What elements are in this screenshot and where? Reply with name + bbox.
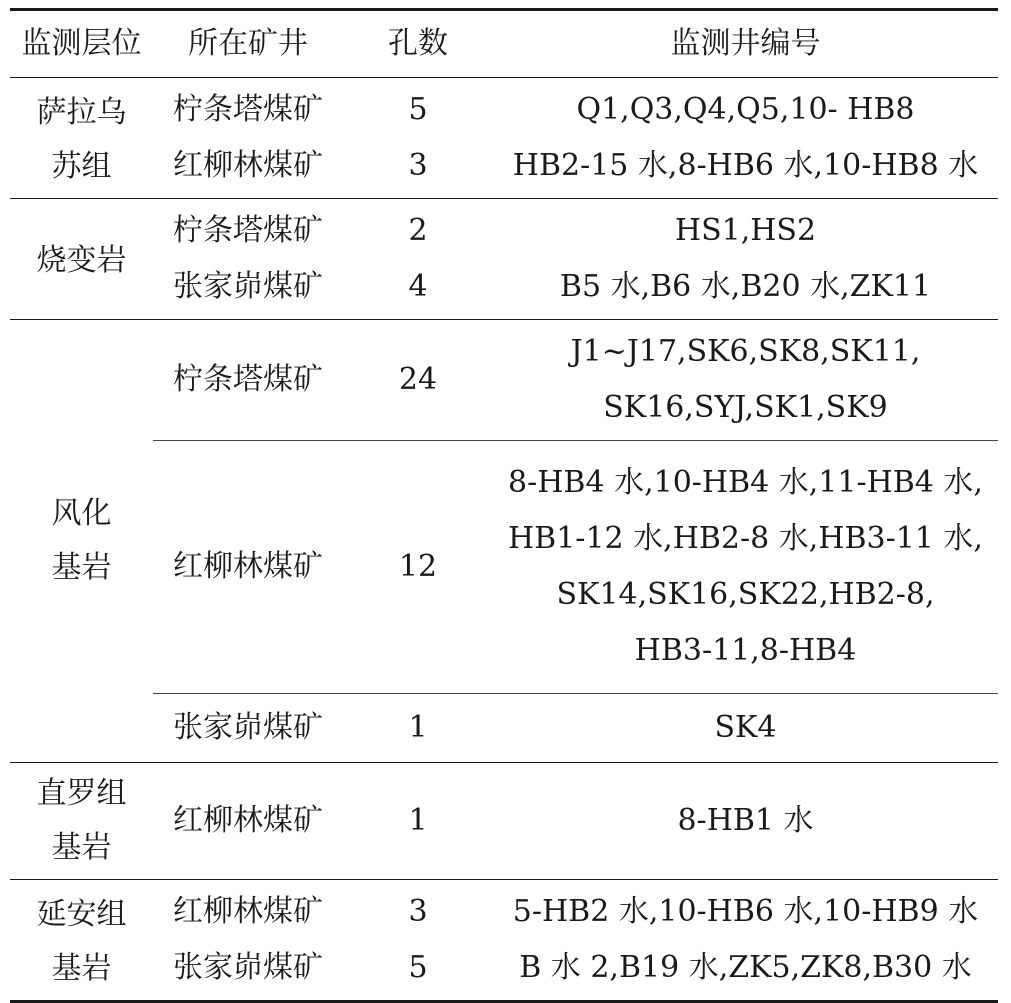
layer-cell — [10, 78, 153, 199]
header-mine: 所在矿井 — [153, 10, 343, 78]
layer-line: 延安组 — [36, 897, 127, 932]
layer-line: 苏组 — [51, 149, 112, 184]
mine-cell: 红柳林煤矿 — [153, 763, 343, 880]
wells-cell — [493, 441, 998, 694]
wells-cell: B 水 2,B19 水,ZK5,ZK8,B30 水 — [493, 940, 998, 1002]
count-cell: 1 — [343, 694, 493, 763]
table-row — [10, 763, 998, 880]
wells-cell: 8-HB1 水 — [493, 763, 998, 880]
layer-cell — [10, 199, 153, 320]
table-row — [10, 138, 998, 199]
count-cell: 3 — [408, 894, 428, 929]
layer-line: 风化 — [51, 496, 112, 531]
header-wells: 监测井编号 — [493, 10, 998, 78]
wells-cell: 5-HB2 水,10-HB6 水,10-HB9 水 — [512, 894, 979, 929]
layer-line: 萨拉乌 — [36, 95, 127, 130]
count-cell: 12 — [343, 441, 493, 694]
monitoring-wells-table — [10, 8, 998, 1003]
header-row — [10, 10, 998, 78]
layer-line: 直罗组 — [36, 776, 127, 811]
mine-cell: 柠条塔煤矿 — [173, 213, 323, 248]
table-row — [10, 880, 998, 941]
count-cell: 24 — [343, 320, 493, 441]
wells-cell: HB2-15 水,8-HB6 水,10-HB8 水 — [493, 138, 998, 199]
count-cell: 5 — [408, 92, 428, 127]
wells-cell: Q1,Q3,Q4,Q5,10- HB8 — [576, 92, 915, 127]
wells-line: SK14,SK16,SK22,HB2-8, — [556, 577, 935, 612]
wells-cell: B5 水,B6 水,B20 水,ZK11 — [493, 259, 998, 320]
mine-cell: 红柳林煤矿 — [173, 894, 323, 929]
layer-cell — [10, 320, 153, 763]
wells-line: SK16,SYJ,SK1,SK9 — [603, 390, 888, 425]
wells-cell — [493, 320, 998, 441]
count-cell: 5 — [343, 940, 493, 1002]
header-layer: 监测层位 — [10, 10, 153, 78]
layer-line: 基岩 — [51, 830, 112, 865]
wells-line: HB3-11,8-HB4 — [634, 633, 857, 668]
mine-cell: 红柳林煤矿 — [153, 441, 343, 694]
layer-line: 基岩 — [51, 951, 112, 986]
layer-line: 烧变岩 — [36, 243, 127, 278]
mine-cell: 柠条塔煤矿 — [173, 92, 323, 127]
header-count: 孔数 — [343, 10, 493, 78]
count-cell: 4 — [343, 259, 493, 320]
wells-line: J1~J17,SK6,SK8,SK11, — [570, 334, 921, 369]
table-row — [10, 78, 998, 139]
wells-cell: SK4 — [493, 694, 998, 763]
table-row — [10, 441, 998, 694]
table-row — [10, 940, 998, 1002]
table-row — [10, 694, 998, 763]
table-header — [10, 10, 998, 78]
table-body — [10, 78, 998, 1002]
monitoring-wells-table-container — [10, 8, 998, 1003]
table-row — [10, 320, 998, 441]
wells-cell: HS1,HS2 — [674, 213, 817, 248]
table-row — [10, 199, 998, 260]
wells-line: 8-HB4 水,10-HB4 水,11-HB4 水, — [508, 465, 983, 500]
layer-line: 基岩 — [51, 550, 112, 585]
count-cell: 2 — [408, 213, 428, 248]
count-cell: 1 — [343, 763, 493, 880]
mine-cell: 柠条塔煤矿 — [153, 320, 343, 441]
mine-cell: 红柳林煤矿 — [153, 138, 343, 199]
count-cell: 3 — [343, 138, 493, 199]
mine-cell: 张家峁煤矿 — [153, 940, 343, 1002]
table-row — [10, 259, 998, 320]
wells-line: HB1-12 水,HB2-8 水,HB3-11 水, — [508, 521, 983, 556]
layer-cell — [10, 763, 153, 880]
mine-cell: 张家峁煤矿 — [153, 259, 343, 320]
mine-cell: 张家峁煤矿 — [153, 694, 343, 763]
layer-cell — [10, 880, 153, 1002]
